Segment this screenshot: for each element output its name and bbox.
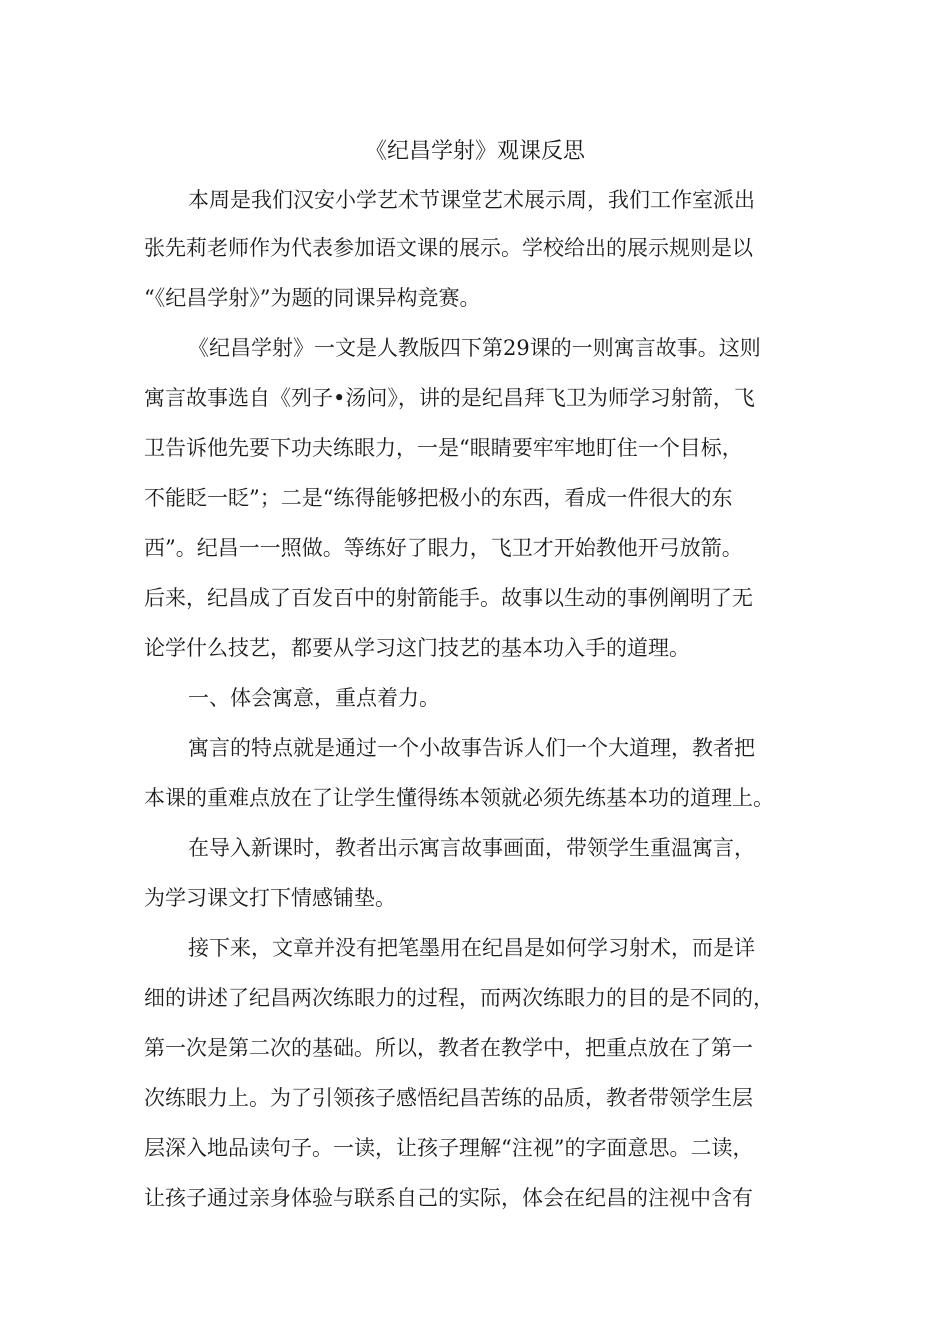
paragraph-5-line-1: 接下来，文章并没有把笔墨用在纪昌是如何学习射术，而是详 <box>188 936 755 960</box>
paragraph-1-line-3: “《纪昌学射》”为题的同课异构竞赛。 <box>144 286 481 310</box>
paragraph-2-line-3: 卫告诉他先要下功夫练眼力，一是“眼睛要牢牢地盯住一个目标， <box>144 436 743 460</box>
paragraph-5-line-3: 第一次是第二次的基础。所以，教者在教学中，把重点放在了第一 <box>144 1036 753 1060</box>
paragraph-3-line-2: 本课的重难点放在了让学生懂得练本领就必须先练基本功的道理上。 <box>144 786 774 810</box>
paragraph-2-line-6: 后来，纪昌成了百发百中的射箭能手。故事以生动的事例阐明了无 <box>144 586 753 610</box>
paragraph-2-line-7: 论学什么技艺，都要从学习这门技艺的基本功入手的道理。 <box>144 636 690 660</box>
paragraph-5-line-4: 次练眼力上。为了引领孩子感悟纪昌苦练的品质，教者带领学生层 <box>144 1086 753 1110</box>
paragraph-4-line-2: 为学习课文打下情感铺垫。 <box>144 886 396 910</box>
section-heading-1: 一、体会寓意，重点着力。 <box>188 686 440 710</box>
paragraph-5-line-5: 层深入地品读句子。一读，让孩子理解“注视”的字面意思。二读， <box>144 1136 754 1160</box>
paragraph-5-line-6: 让孩子通过亲身体验与联系自己的实际，体会在纪昌的注视中含有 <box>144 1186 753 1210</box>
paragraph-5-line-2: 细的讲述了纪昌两次练眼力的过程，而两次练眼力的目的是不同的， <box>144 986 774 1010</box>
document-title: 《纪昌学射》观课反思 <box>364 139 585 164</box>
paragraph-1-line-2: 张先莉老师作为代表参加语文课的展示。学校给出的展示规则是以 <box>144 236 753 260</box>
paragraph-2-line-4: 不能眨一眨”；二是“练得能够把极小的东西，看成一件很大的东 <box>144 486 733 510</box>
paragraph-4-line-1: 在导入新课时，教者出示寓言故事画面，带领学生重温寓言， <box>188 836 755 860</box>
paragraph-1-line-1: 本周是我们汉安小学艺术节课堂艺术展示周，我们工作室派出 <box>188 188 755 212</box>
paragraph-3-line-1: 寓言的特点就是通过一个小故事告诉人们一个大道理，教者把 <box>188 736 755 760</box>
paragraph-2-line-2: 寓言故事选自《列子•汤问》，讲的是纪昌拜飞卫为师学习射箭，飞 <box>144 386 755 410</box>
paragraph-2-line-5: 西”。纪昌一一照做。等练好了眼力，飞卫才开始教他开弓放箭。 <box>144 536 743 560</box>
paragraph-2-line-1: 《纪昌学射》一文是人教版四下第29课的一则寓言故事。这则 <box>188 336 761 360</box>
